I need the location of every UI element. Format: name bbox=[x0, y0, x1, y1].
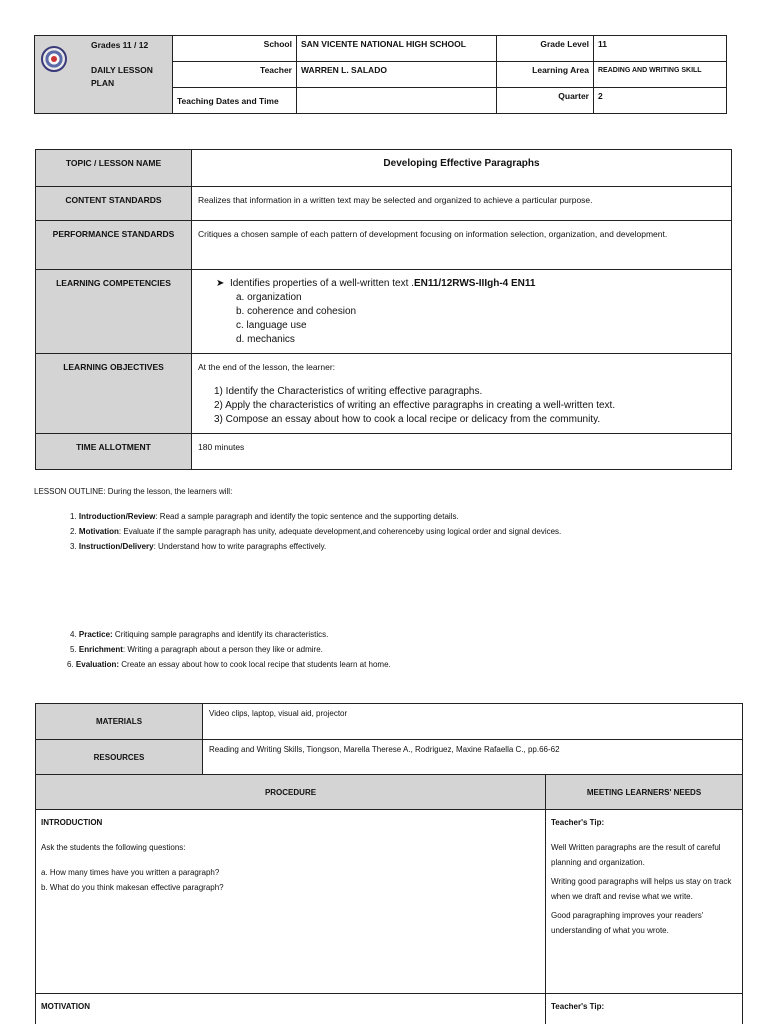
header-logo-cell bbox=[35, 36, 173, 114]
outline-item: 1. Introduction/Review: Read a sample paragraph and identify the topic sentence and the supporting details. bbox=[70, 512, 459, 521]
competency-item: a. organization bbox=[236, 292, 302, 303]
competency-item: d. mechanics bbox=[236, 334, 295, 345]
competency-code: EN11/12RWS-IIIgh-4 EN11 bbox=[413, 278, 536, 289]
teacher-tip-label: Teacher's Tip: bbox=[551, 818, 605, 827]
intro-question: b. What do you think makesan effective paragraph? bbox=[41, 883, 224, 892]
resources-label: RESOURCES bbox=[36, 740, 203, 776]
topic-label: TOPIC / LESSON NAME bbox=[36, 150, 192, 187]
time-allotment-label: TIME ALLOTMENT bbox=[36, 434, 192, 470]
learning-competencies-label: LEARNING COMPETENCIES bbox=[36, 270, 192, 354]
intro-question: a. How many times have you written a paragraph? bbox=[41, 868, 220, 877]
introduction-title: INTRODUCTION bbox=[41, 818, 103, 827]
procedure-header: PROCEDURE bbox=[36, 775, 546, 810]
content-standards-value: Realizes that information in a written text may be selected and organized to achieve a particular purpose. bbox=[192, 187, 732, 221]
teacher-tip-text: Writing good paragraphs will helps us stay on track when we draft and revise what we write. bbox=[551, 877, 732, 901]
deped-seal-icon bbox=[41, 46, 67, 72]
resources-value: Reading and Writing Skills, Tiongson, Marella Therese A., Rodriguez, Maxine Rafaella C., pp.66-62 bbox=[203, 740, 743, 776]
materials-value: Video clips, laptop, visual aid, projector bbox=[203, 704, 743, 740]
teacher-tip-label: Teacher's Tip: bbox=[551, 1002, 605, 1011]
dates-value bbox=[297, 88, 497, 114]
content-standards-label: CONTENT STANDARDS bbox=[36, 187, 192, 221]
procedure-table bbox=[35, 774, 743, 1024]
teacher-tip-text: Well Written paragraphs are the result of careful planning and organization. bbox=[551, 843, 721, 867]
outline-item: 2. Motivation: Evaluate if the sample paragraph has unity, adequate development,and coherenceby using logical order and signal devices. bbox=[70, 527, 562, 536]
lesson-outline-intro: LESSON OUTLINE: During the lesson, the learners will: bbox=[34, 487, 233, 496]
motivation-cell bbox=[36, 994, 546, 1024]
learning-objectives-value bbox=[192, 354, 732, 434]
materials-table bbox=[35, 703, 743, 776]
introduction-text: Ask the students the following questions: bbox=[41, 843, 186, 852]
teacher-value: WARREN L. SALADO bbox=[297, 62, 497, 88]
school-value: SAN VICENTE NATIONAL HIGH SCHOOL bbox=[297, 36, 497, 62]
competency-text: Identifies properties of a well-written text . bbox=[229, 278, 414, 289]
teacher-tip-text: Good paragraphing improves your readers' understanding of what you wrote. bbox=[551, 911, 704, 935]
arrow-bullet-icon: ➤ bbox=[216, 278, 225, 289]
materials-label: MATERIALS bbox=[36, 704, 203, 740]
competency-main bbox=[198, 276, 725, 291]
outline-item: 3. Instruction/Delivery: Understand how to write paragraphs effectively. bbox=[70, 542, 327, 551]
doc-title: DAILY LESSON PLAN bbox=[91, 65, 153, 88]
time-allotment-value: 180 minutes bbox=[192, 434, 732, 470]
learning-area-label: Learning Area bbox=[497, 62, 594, 88]
motivation-title: MOTIVATION bbox=[41, 1002, 91, 1011]
outline-item: 4. Practice: Critiquing sample paragraphs and identify its characteristics. bbox=[70, 630, 329, 639]
introduction-cell bbox=[36, 810, 546, 994]
learners-needs-header: MEETING LEARNERS' NEEDS bbox=[546, 775, 743, 810]
dates-label: Teaching Dates and Time bbox=[173, 88, 297, 114]
objective-item: 1) Identify the Characteristics of writing effective paragraphs. bbox=[214, 386, 483, 397]
lesson-outline-list-a bbox=[70, 509, 561, 554]
learning-area-value: READING AND WRITING SKILL bbox=[594, 62, 727, 88]
competency-item: b. coherence and cohesion bbox=[236, 306, 357, 317]
grade-level-label: Grade Level bbox=[497, 36, 594, 62]
learning-competencies-value bbox=[192, 270, 732, 354]
grade-level-value: 11 bbox=[594, 36, 727, 62]
lesson-outline-list-b bbox=[67, 627, 391, 672]
learning-objectives-label: LEARNING OBJECTIVES bbox=[36, 354, 192, 434]
quarter-value: 2 bbox=[594, 88, 727, 114]
outline-item: 6. Evaluation: Create an essay about how to cook local recipe that students learn at home. bbox=[67, 660, 391, 669]
quarter-label: Quarter bbox=[497, 88, 594, 114]
teacher-tip-cell bbox=[546, 810, 743, 994]
objective-item: 2) Apply the characteristics of writing an effective paragraphs in creating a well-written text. bbox=[214, 400, 616, 411]
performance-standards-label: PERFORMANCE STANDARDS bbox=[36, 221, 192, 270]
outline-item: 5. Enrichment: Writing a paragraph about a person they like or admire. bbox=[70, 645, 323, 654]
header-table bbox=[34, 35, 727, 114]
topic-value: Developing Effective Paragraphs bbox=[192, 150, 732, 187]
grades-label: Grades 11 / 12 bbox=[91, 40, 149, 50]
teacher-tip-cell-2 bbox=[546, 994, 743, 1024]
teacher-label: Teacher bbox=[173, 62, 297, 88]
objectives-intro: At the end of the lesson, the learner: bbox=[198, 362, 336, 372]
school-label: School bbox=[173, 36, 297, 62]
objective-item: 3) Compose an essay about how to cook a local recipe or delicacy from the community. bbox=[214, 414, 601, 425]
competency-item: c. language use bbox=[236, 320, 307, 331]
lesson-info-table bbox=[35, 149, 732, 470]
performance-standards-value: Critiques a chosen sample of each pattern of development focusing on information selection, organization, and development. bbox=[192, 221, 732, 270]
